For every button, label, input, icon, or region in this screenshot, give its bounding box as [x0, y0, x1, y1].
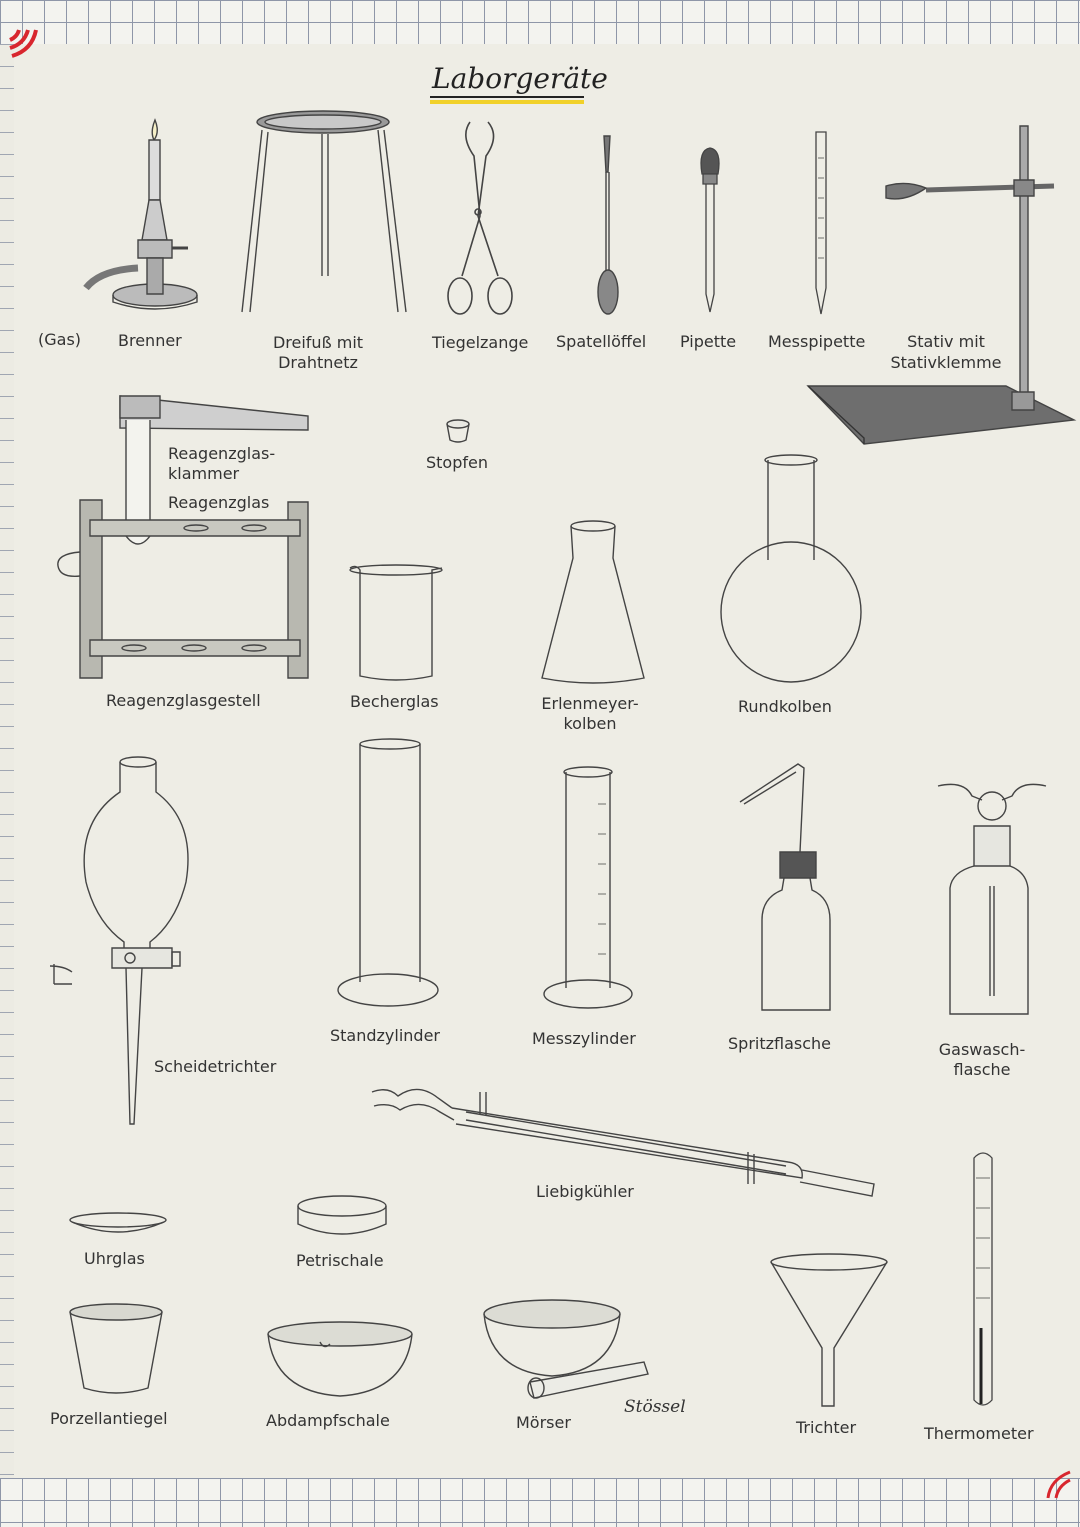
label-reagenzglasgestell: Reagenzglasgestell	[106, 691, 261, 710]
label-pipette: Pipette	[680, 332, 737, 351]
label-reagenzglasklammer-line1: Reagenzglas-	[168, 444, 276, 463]
porcelain-crucible-icon	[64, 1302, 168, 1398]
label-stativ-line1: Stativ mit	[907, 332, 985, 351]
label-messpipette: Messpipette	[768, 332, 866, 351]
beaker-icon	[344, 560, 448, 686]
grid-paper-top	[0, 0, 1080, 44]
tripod-with-wire-gauze-icon	[238, 106, 408, 318]
mortar-and-pestle-icon	[480, 1296, 652, 1404]
label-gaswaschflasche-line1: Gaswasch-	[938, 1040, 1026, 1059]
label-becherglas: Becherglas	[350, 692, 439, 711]
red-corner-mark-icon	[6, 26, 46, 66]
page-title: Laborgeräte	[432, 62, 608, 95]
label-messzylinder: Messzylinder	[532, 1029, 636, 1048]
label-spritzflasche: Spritzflasche	[728, 1034, 832, 1053]
label-reagenzglasklammer-line2: klammer	[168, 464, 240, 483]
grid-paper-bottom	[0, 1478, 1080, 1527]
label-porzellantiegel: Porzellantiegel	[50, 1409, 168, 1428]
label-brenner: Brenner	[118, 331, 182, 350]
graduated-cylinder-icon	[540, 764, 636, 1014]
gas-washing-bottle-icon	[934, 776, 1050, 1022]
bunsen-burner-icon	[80, 110, 210, 320]
label-standzylinder: Standzylinder	[330, 1026, 441, 1045]
evaporating-dish-icon	[264, 1320, 416, 1402]
grid-paper-left	[0, 44, 14, 1478]
label-petrischale: Petrischale	[296, 1251, 384, 1270]
label-liebigkuehler: Liebigkühler	[536, 1182, 634, 1201]
wash-bottle-icon	[734, 760, 838, 1016]
label-dreifuss-line1: Dreifuß mit	[272, 333, 364, 352]
label-dreifuss-line2: Drahtnetz	[278, 353, 358, 372]
stopper-icon	[444, 418, 472, 444]
spatula-spoon-icon	[590, 132, 630, 316]
round-bottom-flask-icon	[716, 452, 866, 684]
watch-glass-icon	[66, 1210, 170, 1240]
label-stopfen: Stopfen	[426, 453, 488, 472]
label-erlenmeyer-line1: Erlenmeyer-	[541, 694, 639, 713]
funnel-icon	[766, 1252, 892, 1410]
label-gaswaschflasche-line2: flasche	[953, 1060, 1011, 1079]
thermometer-icon	[968, 1148, 998, 1416]
label-tiegelzange: Tiegelzange	[432, 333, 529, 352]
petri-dish-icon	[294, 1194, 390, 1242]
label-stoessel-handwritten: Stössel	[624, 1397, 686, 1417]
label-thermometer: Thermometer	[924, 1424, 1034, 1443]
retort-stand-with-clamp-icon	[806, 120, 1076, 450]
label-erlenmeyer-line2: kolben	[563, 714, 617, 733]
label-uhrglas: Uhrglas	[84, 1249, 145, 1268]
label-trichter: Trichter	[796, 1418, 857, 1437]
label-spatelloeffel: Spatellöffel	[556, 332, 647, 351]
pipette-icon	[692, 144, 728, 316]
title-underline-ink	[430, 96, 584, 98]
label-stativ-line2: Stativklemme	[890, 353, 1002, 372]
label-moerser: Mörser	[516, 1413, 571, 1432]
label-reagenzglas: Reagenzglas	[168, 493, 270, 512]
gas-note: (Gas)	[38, 330, 82, 349]
label-rundkolben: Rundkolben	[738, 697, 832, 716]
erlenmeyer-flask-icon	[538, 518, 648, 688]
crucible-tongs-icon	[440, 116, 520, 316]
title-underline-highlight	[430, 100, 584, 104]
standing-cylinder-icon	[336, 736, 440, 1012]
label-abdampfschale: Abdampfschale	[266, 1411, 390, 1430]
red-corner-mark-bottom-icon	[1042, 1466, 1074, 1500]
test-tube-rack-icon	[54, 390, 314, 686]
label-scheidetrichter: Scheidetrichter	[154, 1057, 277, 1076]
